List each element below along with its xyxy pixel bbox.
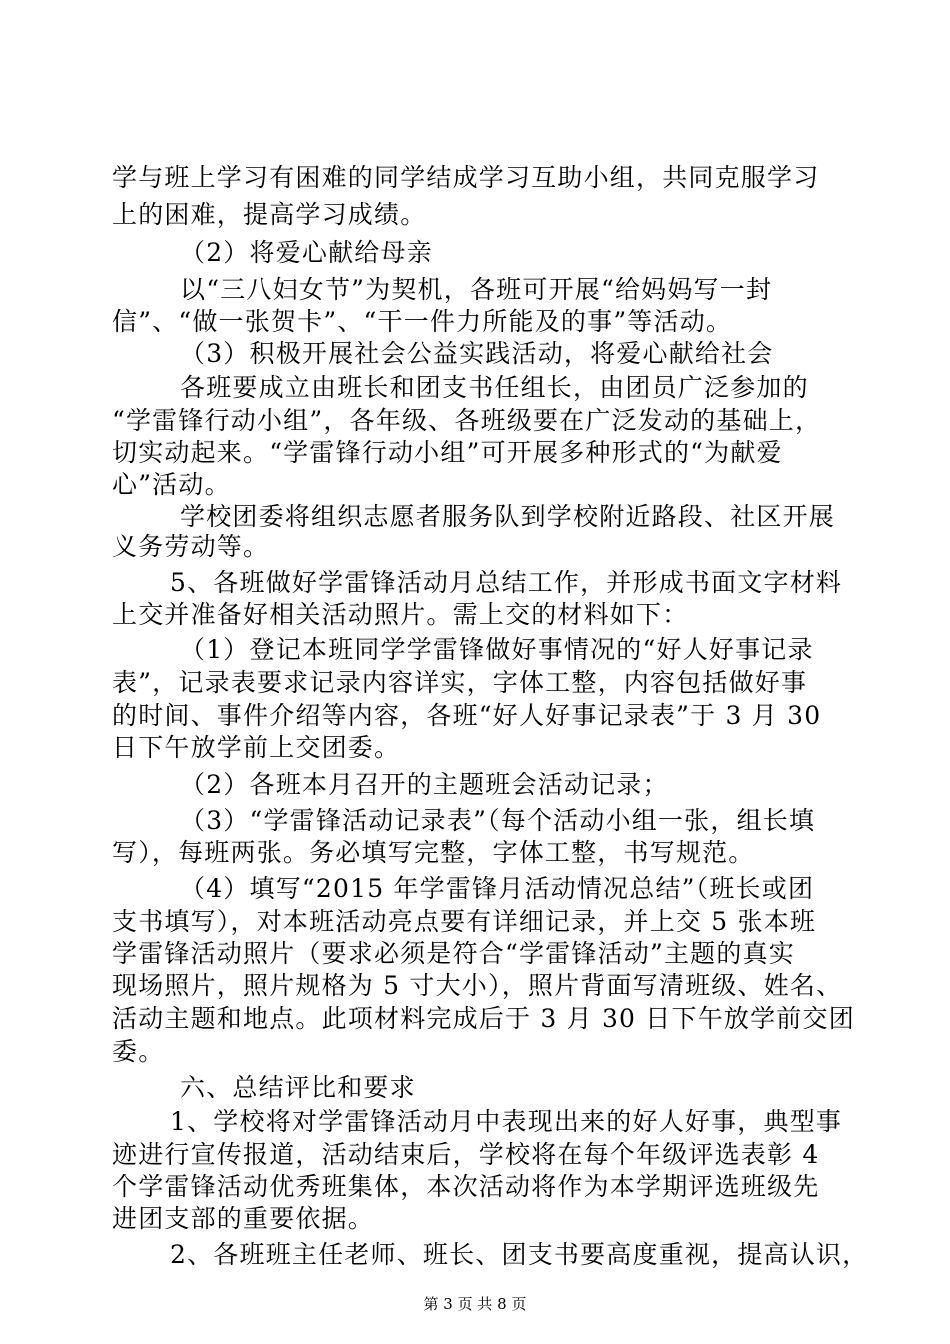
text-line: 1、学校将对学雷锋活动月中表现出来的好人好事，典型事 [170,1107,843,1136]
text-line: 心”活动。 [112,470,231,499]
text-line: （2）各班本月召开的主题班会活动记录； [180,770,669,799]
text-line: 学雷锋活动照片（要求必须是符合“学雷锋活动”主题的真实 [112,939,795,968]
text-line: 迹进行宣传报道，活动结束后，学校将在每个年级评选表彰 4 [112,1140,820,1169]
page-footer: 第 3 页 共 8 页 [423,1295,527,1313]
text-line: 支书填写），对本班活动亮点要有详细记录，并上交 5 张本班 [112,907,817,936]
text-line: 活动主题和地点。此项材料完成后于 3 月 30 日下午放学前交团 [112,1004,855,1033]
text-line: 上的困难，提高学习成绩。 [112,200,427,229]
text-line: 进团支部的重要依据。 [112,1204,375,1233]
text-line: （4）填写“2015 年学雷锋月活动情况总结”（班长或团 [180,874,815,903]
text-line: 信”、“做一张贺卡”、“干一件力所能及的事”等活动。 [112,307,733,336]
text-line: 个学雷锋活动优秀班集体，本次活动将作为本学期评选班级先 [112,1172,820,1201]
text-line: （3）“学雷锋活动记录表”（每个活动小组一张，组长填 [180,806,816,835]
text-line: 5、各班做好学雷锋活动月总结工作，并形成书面文字材料 [170,568,843,597]
text-line: 学与班上学习有困难的同学结成学习互助小组，共同克服学习 [112,163,820,192]
text-line: （1）登记本班同学学雷锋做好事情况的“好人好事记录 [180,635,814,664]
text-line: 2、各班班主任老师、班长、团支书要高度重视，提高认识， [170,1240,869,1269]
text-line: 上交并准备好相关活动照片。需上交的材料如下： [112,600,689,629]
text-line: 六、总结评比和要求 [180,1073,416,1102]
text-line: “学雷锋行动小组”，各年级、各班级要在广泛发动的基础上， [112,406,822,435]
text-line: 义务劳动等。 [112,532,270,561]
text-line: （3）积极开展社会公益实践活动，将爱心献给社会 [180,339,774,368]
text-line: 各班要成立由班长和团支书任组长，由团员广泛参加的 [180,373,809,402]
text-line: 切实动起来。“学雷锋行动小组”可开展多种形式的“为献爱 [112,438,783,467]
text-line: 委。 [112,1037,165,1066]
text-line: 的时间、事件介绍等内容，各班“好人好事记录表”于 3 月 30 [112,701,822,730]
text-line: 学校团委将组织志愿者服务队到学校附近路段、社区开展 [180,502,836,531]
text-line: （2）将爱心献给母亲 [180,238,433,267]
text-line: 现场照片，照片规格为 5 寸大小），照片背面写清班级、姓名、 [112,971,843,1000]
text-line: 日下午放学前上交团委。 [112,733,401,762]
text-line: 写），每班两张。务必填写完整，字体工整，书写规范。 [112,838,755,867]
text-line: 以“三八妇女节”为契机，各班可开展“给妈妈写一封 [180,275,773,304]
text-line: 表”，记录表要求记录内容详实，字体工整，内容包括做好事 [112,668,808,697]
